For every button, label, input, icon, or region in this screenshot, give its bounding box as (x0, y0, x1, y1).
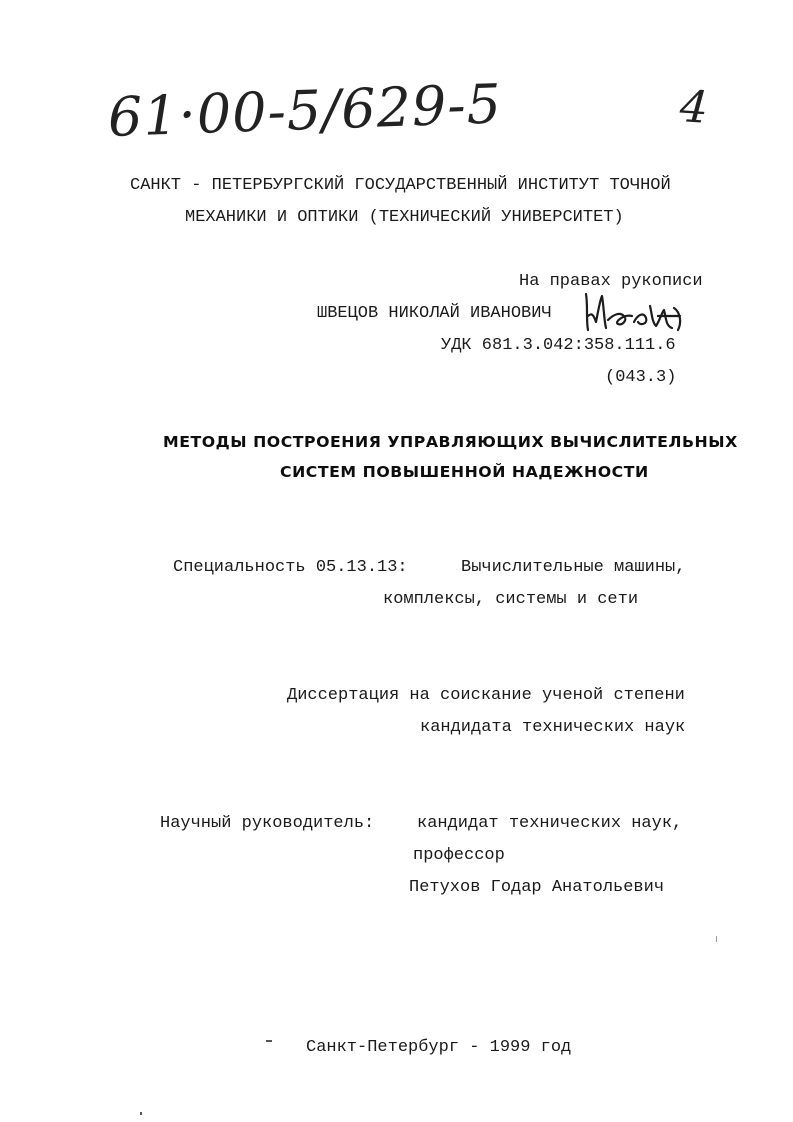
specialty-value-line-2: комплексы, системы и сети (383, 590, 639, 609)
institution-line-2: МЕХАНИКИ И ОПТИКИ (ТЕХНИЧЕСКИЙ УНИВЕРСИТЕТ) (185, 208, 624, 227)
supervisor-label: Научный руководитель: (160, 814, 375, 833)
supervisor-rank: профессор (413, 846, 505, 865)
scan-speck (140, 1112, 142, 1115)
scan-speck (716, 936, 717, 942)
scan-speck (266, 1040, 272, 1042)
specialty-value-line-1: Вычислительные машины, (461, 558, 686, 577)
author-name: ШВЕЦОВ НИКОЛАЙ ИВАНОВИЧ (317, 304, 552, 323)
supervisor-name: Петухов Годар Анатольевич (409, 878, 665, 897)
archive-code-handwritten: 61·00-5/629-5 (106, 72, 503, 149)
manuscript-note: На правах рукописи (519, 272, 703, 291)
dissertation-degree-line-2: кандидата технических наук (420, 718, 686, 737)
dissertation-title-line-1: МЕТОДЫ ПОСТРОЕНИЯ УПРАВЛЯЮЩИХ ВЫЧИСЛИТЕЛЬНЫХ (163, 433, 738, 451)
supervisor-degree: кандидат технических наук, (417, 814, 683, 833)
city-year-footer: Санкт-Петербург - 1999 год (306, 1038, 572, 1057)
dissertation-title-line-2: СИСТЕМ ПОВЫШЕННОЙ НАДЕЖНОСТИ (280, 463, 649, 481)
udk-code-suffix: (043.3) (605, 368, 677, 387)
author-signature (580, 286, 690, 336)
dissertation-degree-line-1: Диссертация на соискание ученой степени (287, 686, 685, 705)
udk-code: УДК 681.3.042:358.111.6 (441, 336, 676, 355)
page-mark-handwritten: 4 (678, 81, 710, 134)
specialty-label: Специальность 05.13.13: (173, 558, 408, 577)
institution-line-1: САНКТ - ПЕТЕРБУРГСКИЙ ГОСУДАРСТВЕННЫЙ ИНСТИТУТ ТОЧНОЙ (130, 176, 671, 195)
